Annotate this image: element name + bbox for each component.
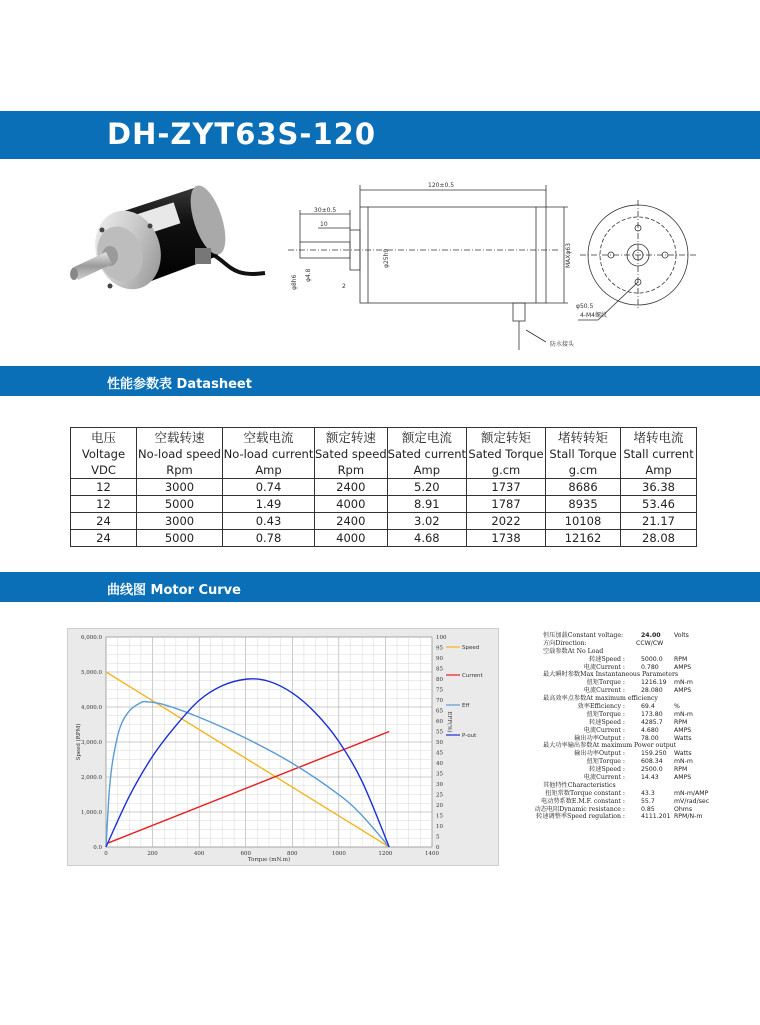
spec-unit: AMPS — [674, 726, 692, 734]
y2-tick-label: 75 — [436, 687, 443, 694]
spec-unit: AMPS — [674, 774, 692, 782]
table-cell: 1787 — [467, 496, 546, 513]
max-dia-label: MAXφ63 — [565, 243, 572, 268]
y2-axis-label: EFF(%) — [446, 711, 452, 733]
table-cell: 24 — [71, 530, 137, 547]
y2-tick-label: 5 — [436, 834, 440, 841]
product-title: DH-ZYT63S-120 — [107, 117, 377, 151]
spec-value: 0.780 — [641, 663, 659, 671]
table-cell: 8935 — [546, 496, 621, 513]
header-row-units — [71, 462, 697, 479]
y2-tick-label: 95 — [436, 645, 443, 652]
header-cell: Stall current — [621, 446, 697, 462]
table-cell: 8686 — [546, 479, 621, 496]
y2-tick-label: 15 — [436, 813, 443, 820]
spec-label: 扭矩常数Torque constant : — [545, 789, 625, 797]
y2-tick-label: 20 — [436, 803, 443, 809]
spec-value: CCW/CW — [636, 639, 664, 647]
spec-unit: mN-m — [674, 758, 693, 766]
table-cell: 5000 — [137, 496, 223, 513]
motor-curve-chart — [68, 629, 498, 865]
header-row-en — [71, 446, 697, 462]
spec-unit: RPM — [674, 718, 688, 726]
table-cell: 2400 — [315, 513, 388, 530]
header-cell: 额定电流 — [387, 428, 466, 447]
dim-2-label: 2 — [342, 283, 346, 290]
table-cell: 5000 — [137, 530, 223, 547]
y2-tick-label: 35 — [436, 771, 443, 778]
spec-value: 24.00 — [641, 632, 661, 639]
spec-label: 电流Current : — [583, 774, 625, 782]
y-tick-label: 6,000.0 — [81, 635, 102, 641]
x-tick-label: 1400 — [425, 851, 439, 857]
y2-tick-label: 90 — [436, 656, 443, 662]
spec-unit: mN-m/AMP — [674, 789, 709, 797]
table-cell: 3.02 — [387, 513, 466, 530]
spec-section-title: 其他特性Characteristics — [543, 781, 616, 789]
table-cell: 10108 — [546, 513, 621, 530]
table-cell: 12162 — [546, 530, 621, 547]
table-cell: 28.08 — [621, 530, 697, 547]
x-tick-label: 1000 — [331, 851, 346, 857]
spec-value: 608.34 — [641, 758, 663, 766]
spec-section-title: 最大瞬时参数Max Instantaneous Parameters — [543, 671, 679, 679]
spec-label: 扭矩Torque : — [586, 710, 625, 718]
spec-label: 转速Speed : — [589, 766, 625, 774]
spec-unit: % — [674, 703, 680, 711]
legend-label: Current — [462, 673, 483, 679]
datasheet-section-header — [0, 366, 760, 396]
table-cell: 4.68 — [387, 530, 466, 547]
spec-label: 效率Efficiency : — [577, 703, 625, 711]
x-axis-label: Torque (mN.m) — [247, 857, 291, 863]
spec-section-title: 空载参数At No Load — [543, 647, 604, 655]
unit-cell: Amp — [223, 462, 315, 479]
spec-value: 0.85 — [641, 805, 655, 813]
spec-value: 28.080 — [641, 687, 663, 695]
unit-cell: g.cm — [546, 462, 621, 479]
table-cell: 4000 — [315, 496, 388, 513]
shaft-dia-label: φ8h6 — [291, 274, 298, 290]
spec-unit: RPM/N-m — [674, 813, 703, 821]
spec-label: 恒压加载Constant voltage: — [543, 632, 624, 639]
spec-unit: RPM — [674, 655, 688, 663]
x-tick-label: 1200 — [378, 851, 393, 857]
header-cell: 堵转转矩 — [546, 428, 621, 447]
unit-cell: Rpm — [137, 462, 223, 479]
spec-value: 4285.7 — [641, 718, 663, 726]
title-banner — [0, 111, 760, 159]
table-cell: 0.74 — [223, 479, 315, 496]
table-row — [71, 496, 697, 513]
y2-tick-label: 0 — [436, 845, 440, 851]
table-row — [71, 513, 697, 530]
pilot-dia-label: φ25h9 — [383, 248, 390, 268]
spec-unit: Watts — [674, 750, 692, 758]
y-tick-label: 4,000.0 — [81, 705, 102, 711]
spec-label: 转速调整率Speed regulation : — [536, 813, 625, 821]
y2-tick-label: 100 — [436, 635, 447, 641]
table-cell: 0.78 — [223, 530, 315, 547]
header-cell: No-load speed — [138, 447, 221, 461]
table-cell: 4000 — [315, 530, 388, 547]
y2-tick-label: 65 — [436, 708, 443, 715]
legend-label: Eff — [462, 703, 470, 709]
pcd-label: φ50.5 — [576, 303, 594, 310]
y-tick-label: 0.0 — [93, 845, 102, 851]
header-cell: 空载电流 — [223, 428, 315, 447]
overall-length-label: 120±0.5 — [428, 182, 455, 189]
y-tick-label: 5,000.0 — [81, 670, 102, 676]
header-cell: Sated speed — [315, 447, 387, 461]
dim-10-label: 10 — [320, 221, 328, 228]
spec-label: 电流Current : — [583, 663, 625, 671]
unit-cell: Rpm — [315, 462, 388, 479]
spec-label: 方向Direction: — [543, 639, 587, 647]
curve-section-header — [0, 572, 760, 602]
spec-panel — [534, 632, 743, 821]
datasheet-heading: 性能参数表 Datasheet — [107, 377, 252, 392]
table-cell: 3000 — [137, 513, 223, 530]
table-cell: 3000 — [137, 479, 223, 496]
header-row-cn — [71, 428, 697, 447]
table-cell: 2400 — [315, 479, 388, 496]
header-cell: Sated current — [387, 447, 467, 461]
spec-value: 4.680 — [641, 726, 659, 734]
y2-tick-label: 50 — [436, 740, 443, 746]
x-tick-label: 200 — [147, 851, 158, 857]
spec-value: 4111.201 — [641, 813, 671, 821]
legend-label: P-out — [462, 733, 477, 739]
spec-label: 转速Speed : — [589, 718, 625, 726]
cable-gland-label: 防水接头 — [550, 341, 575, 348]
table-row — [71, 479, 697, 496]
y2-tick-label: 30 — [436, 782, 443, 788]
y2-tick-label: 55 — [436, 729, 443, 736]
unit-cell: Amp — [387, 462, 466, 479]
datasheet-table — [70, 427, 697, 547]
spec-unit: mV/rad/sec — [674, 797, 710, 805]
spec-label: 动态电阻Dynamic resistance : — [534, 805, 625, 813]
shaft-flat-label: φ4.8 — [305, 268, 312, 282]
header-cell: 堵转电流 — [621, 428, 697, 447]
header-cell: Stall Torque — [546, 446, 621, 462]
y2-tick-label: 25 — [436, 792, 443, 799]
spec-value: 2500.0 — [641, 766, 663, 774]
table-cell: 1738 — [467, 530, 546, 547]
header-cell: 空载转速 — [137, 428, 223, 447]
spec-label: 扭矩Torque : — [586, 679, 625, 687]
table-cell: 2022 — [467, 513, 546, 530]
y-tick-label: 2,000.0 — [81, 775, 102, 781]
spec-section-title: 最高效率点参数At maximum efficiency — [543, 695, 658, 703]
table-cell: 36.38 — [621, 479, 697, 496]
header-cell: Sated Torque — [468, 447, 544, 461]
y-axis-label: Speed (RPM) — [76, 723, 82, 761]
header-cell: No-load current — [223, 447, 314, 461]
y-tick-label: 1,000.0 — [81, 810, 102, 816]
table-cell: 8.91 — [387, 496, 466, 513]
spec-label: 电动势系数E.M.F. constant : — [540, 797, 625, 805]
table-cell: 5.20 — [387, 479, 466, 496]
curve-heading: 曲线图 Motor Curve — [107, 583, 241, 598]
spec-value: 14.43 — [641, 774, 659, 782]
table-cell: 12 — [71, 479, 137, 496]
spec-unit: RPM — [674, 766, 688, 774]
header-cell: 电压 — [71, 428, 137, 447]
unit-cell: g.cm — [467, 462, 546, 479]
table-cell: 53.46 — [621, 496, 697, 513]
shaft-length-label: 30±0.5 — [314, 207, 337, 214]
spec-value: 55.7 — [641, 797, 655, 805]
motor-photo — [40, 168, 280, 348]
y2-tick-label: 60 — [436, 719, 443, 725]
header-cell: 额定转速 — [315, 428, 388, 447]
legend-label: Speed — [462, 645, 480, 651]
motor-curve-chart-frame — [67, 628, 499, 866]
table-cell: 12 — [71, 496, 137, 513]
spec-value: 1216.19 — [641, 679, 667, 687]
header-cell: Voltage — [71, 446, 137, 462]
spec-value: 43.3 — [641, 789, 655, 797]
y2-tick-label: 45 — [436, 750, 443, 757]
y2-tick-label: 85 — [436, 666, 443, 673]
table-cell: 1.49 — [223, 496, 315, 513]
y2-tick-label: 10 — [436, 824, 443, 830]
spec-label: 电流Current : — [583, 687, 625, 695]
table-cell: 21.17 — [621, 513, 697, 530]
x-tick-label: 400 — [193, 851, 205, 857]
spec-unit: AMPS — [674, 687, 692, 695]
dimension-drawing — [288, 170, 708, 355]
x-tick-label: 0 — [104, 851, 108, 857]
header-cell: 额定转矩 — [467, 428, 546, 447]
spec-value: 78.00 — [641, 734, 659, 742]
table-cell: 1737 — [467, 479, 546, 496]
spec-label: 转速Speed : — [589, 655, 625, 663]
spec-label: 输出功率Output : — [574, 734, 625, 742]
unit-cell: VDC — [71, 462, 137, 479]
y2-tick-label: 80 — [436, 677, 443, 683]
spec-unit: mN-m — [674, 679, 693, 687]
y2-tick-label: 70 — [436, 698, 443, 704]
spec-value: 159.250 — [641, 750, 667, 758]
spec-unit: AMPS — [674, 663, 692, 671]
spec-value: 5000.0 — [641, 655, 663, 663]
table-cell: 0.43 — [223, 513, 315, 530]
screw-label: 4-M4螺纹 — [580, 312, 607, 319]
spec-unit: Ohms — [674, 805, 693, 813]
spec-unit: Volts — [674, 632, 689, 639]
spec-label: 电流Current : — [583, 726, 625, 734]
table-row — [71, 530, 697, 547]
spec-section-title: 最大功率输出参数At maximum Power output — [543, 742, 677, 750]
spec-unit: Watts — [674, 734, 692, 742]
spec-value: 173.80 — [641, 710, 663, 718]
spec-value: 69.4 — [641, 703, 655, 711]
spec-label: 扭矩Torque : — [586, 758, 625, 766]
y2-tick-label: 40 — [436, 761, 443, 767]
x-tick-label: 600 — [240, 851, 251, 857]
x-tick-label: 800 — [287, 851, 298, 857]
spec-unit: mN-m — [674, 710, 693, 718]
chart-grid — [106, 637, 432, 847]
table-cell: 24 — [71, 513, 137, 530]
y-tick-label: 3,000.0 — [81, 740, 102, 746]
spec-label: 输出功率Output : — [574, 750, 625, 758]
unit-cell: Amp — [621, 462, 697, 479]
